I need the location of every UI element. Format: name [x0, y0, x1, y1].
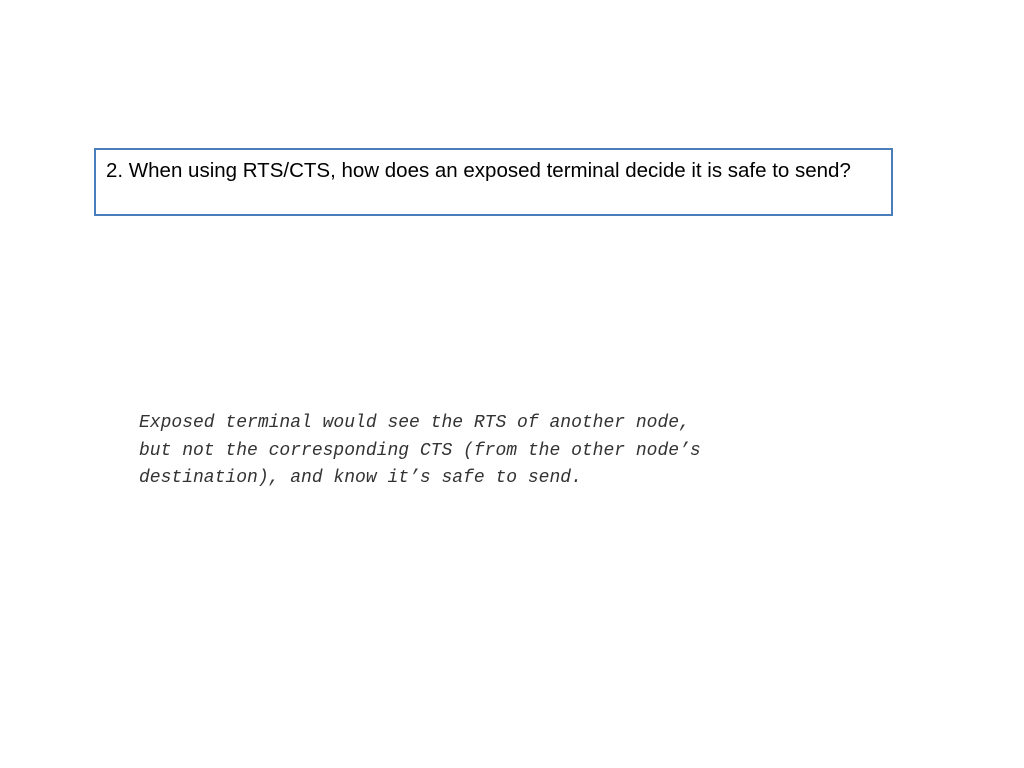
answer-text-block: [139, 410, 899, 493]
question-box: [94, 148, 893, 216]
answer-line-3: destination), and know it’s safe to send.: [139, 468, 582, 488]
answer-line-2: but not the corresponding CTS (from the other node’s: [139, 440, 701, 461]
question-text: 2. When using RTS/CTS, how does an exposed terminal decide it is safe to send?: [106, 159, 851, 182]
answer-line-1: Exposed terminal would see the RTS of another node,: [139, 413, 690, 433]
